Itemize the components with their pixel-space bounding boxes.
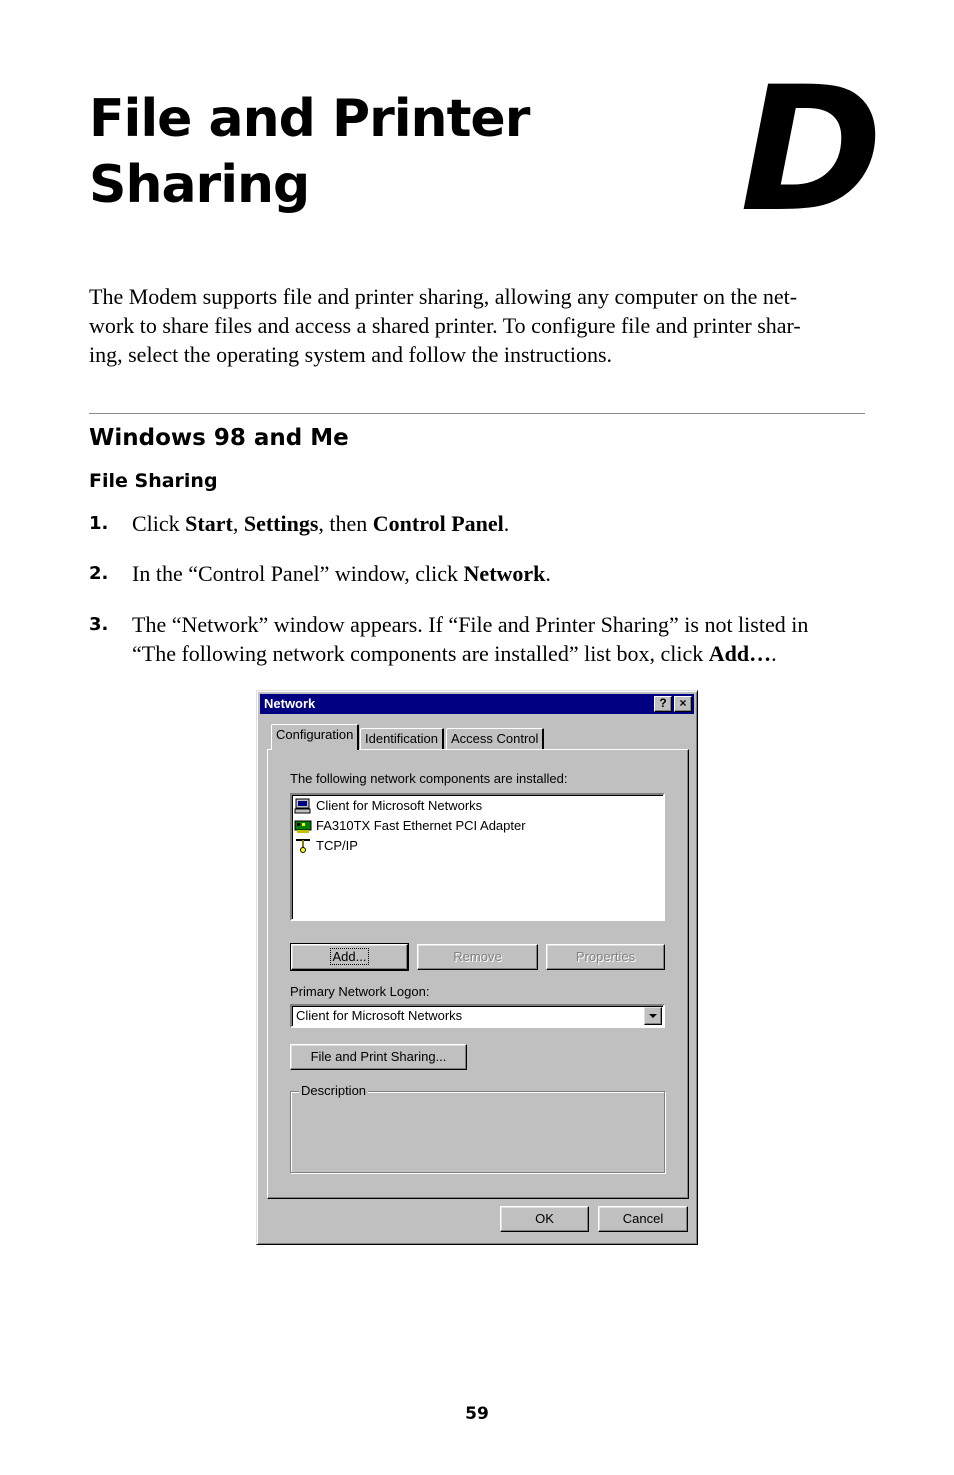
section-divider [89, 413, 865, 414]
component-label: TCP/IP [316, 838, 358, 853]
components-label: The following network components are installed: [290, 771, 568, 786]
component-label: Client for Microsoft Networks [316, 798, 483, 813]
file-print-sharing-button[interactable]: File and Print Sharing... [290, 1044, 467, 1070]
step-number: 3. [89, 614, 109, 635]
step-text: The “Network” window appears. If “File and Printer Sharing” is not listed in “The following network components are installed” list box, click Add…. [132, 612, 809, 666]
intro-line: The Modem supports file and printer sharing, allowing any computer on the net- [89, 284, 798, 309]
primary-logon-value: Client for Microsoft Networks [296, 1008, 463, 1023]
title-line-2: Sharing [89, 155, 310, 215]
description-groupbox [290, 1083, 665, 1173]
network-adapter-icon [294, 818, 312, 834]
dropdown-arrow-button[interactable] [644, 1007, 662, 1025]
properties-button[interactable]: Properties [546, 944, 665, 970]
primary-logon-label: Primary Network Logon: [290, 984, 430, 999]
network-client-icon [294, 798, 312, 814]
section-heading: Windows 98 and Me [89, 425, 349, 451]
intro-line: work to share files and access a shared printer. To configure file and printer shar- [89, 313, 801, 338]
subsection-heading: File Sharing [89, 470, 218, 492]
remove-button[interactable]: Remove [417, 944, 538, 970]
add-button[interactable]: Add... [291, 944, 408, 970]
dialog-titlebar [260, 694, 694, 714]
cancel-button[interactable]: Cancel [598, 1206, 688, 1232]
title-line-1: File and Printer [89, 89, 530, 149]
help-button[interactable]: ? [654, 696, 672, 712]
protocol-icon [294, 838, 312, 854]
step-number: 1. [89, 513, 109, 534]
dialog-title: Network [264, 696, 316, 711]
primary-logon-select[interactable] [290, 1004, 665, 1028]
step-text: In the “Control Panel” window, click Network. [132, 561, 551, 586]
components-list[interactable] [290, 793, 665, 921]
chevron-down-icon [645, 1008, 661, 1024]
page-title [89, 86, 529, 218]
description-label: Description [301, 1083, 367, 1098]
intro-line: ing, select the operating system and follow the instructions. [89, 342, 613, 367]
ok-button[interactable]: OK [500, 1206, 589, 1232]
tab-identification[interactable]: Identification [360, 728, 444, 750]
tab-access-control[interactable]: Access Control [446, 728, 544, 750]
page-number: 59 [465, 1404, 489, 1424]
tab-configuration[interactable]: Configuration [271, 724, 359, 750]
appendix-letter: D [740, 49, 883, 250]
step-number: 2. [89, 563, 109, 584]
intro-paragraph [89, 282, 859, 369]
step-text: Click Start, Settings, then Control Panel. [132, 511, 510, 536]
close-button[interactable]: × [674, 696, 692, 712]
network-dialog [256, 690, 698, 1245]
component-label: FA310TX Fast Ethernet PCI Adapter [316, 818, 526, 833]
